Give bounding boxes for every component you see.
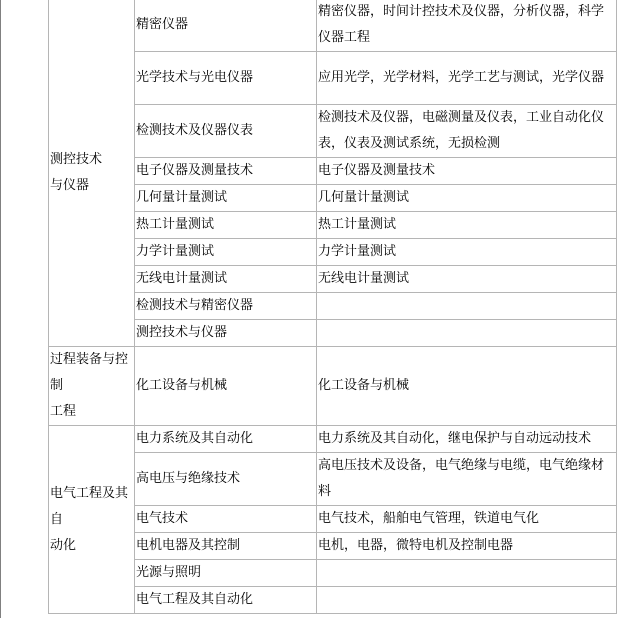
old-major-cell: 化工设备与机械 xyxy=(317,347,617,426)
table-row xyxy=(49,587,617,614)
category-line: 测控技术 xyxy=(50,151,103,167)
major-cell: 无线电计量测试 xyxy=(135,266,317,293)
major-cell: 光源与照明 xyxy=(135,560,317,587)
major-cell: 几何量计量测试 xyxy=(135,185,317,212)
major-mapping-table xyxy=(48,0,617,614)
category-cell xyxy=(49,347,135,426)
table-row xyxy=(49,158,617,185)
table-row xyxy=(49,185,617,212)
major-cell: 电子仪器及测量技术 xyxy=(135,158,317,185)
major-cell: 检测技术与精密仪器 xyxy=(135,293,317,320)
category-line: 与仪器 xyxy=(50,177,90,193)
old-major-cell: 力学计量测试 xyxy=(317,239,617,266)
table-row xyxy=(49,347,617,426)
table-row xyxy=(49,320,617,347)
major-cell: 高电压与绝缘技术 xyxy=(135,453,317,506)
major-cell: 测控技术与仪器 xyxy=(135,320,317,347)
major-cell: 化工设备与机械 xyxy=(135,347,317,426)
old-major-cell: 电气技术，船舶电气管理，铁道电气化 xyxy=(317,506,617,533)
old-major-cell: 应用光学，光学材料，光学工艺与测试，光学仪器 xyxy=(317,52,617,105)
table-row xyxy=(49,453,617,506)
old-major-cell: 精密仪器，时间计控技术及仪器，分析仪器，科学仪器工程 xyxy=(317,0,617,52)
category-line: 过程装备与控 xyxy=(50,352,129,367)
major-cell: 电力系统及其自动化 xyxy=(135,426,317,453)
old-major-cell xyxy=(317,560,617,587)
category-cell xyxy=(49,426,135,614)
old-major-cell: 电子仪器及测量技术 xyxy=(317,158,617,185)
table-row xyxy=(49,533,617,560)
table-row xyxy=(49,212,617,239)
category-line: 工程 xyxy=(50,404,77,419)
major-cell: 光学技术与光电仪器 xyxy=(135,52,317,105)
old-major-cell: 高电压技术及设备，电气绝缘与电缆，电气绝缘材料 xyxy=(317,453,617,506)
page-left-border xyxy=(0,0,1,618)
category-line: 制 xyxy=(50,378,64,393)
table-row xyxy=(49,560,617,587)
old-major-cell xyxy=(317,587,617,614)
old-major-cell: 热工计量测试 xyxy=(317,212,617,239)
table-row xyxy=(49,239,617,266)
table-row xyxy=(49,426,617,453)
major-cell: 力学计量测试 xyxy=(135,239,317,266)
category-line: 自 xyxy=(50,511,64,527)
category-line: 动化 xyxy=(50,537,77,553)
major-cell: 电气技术 xyxy=(135,506,317,533)
major-cell: 精密仪器 xyxy=(135,0,317,52)
major-cell: 检测技术及仪器仪表 xyxy=(135,105,317,158)
table-row xyxy=(49,293,617,320)
table-row xyxy=(49,105,617,158)
old-major-cell: 无线电计量测试 xyxy=(317,266,617,293)
table-row xyxy=(49,506,617,533)
major-cell: 电机电器及其控制 xyxy=(135,533,317,560)
old-major-cell xyxy=(317,293,617,320)
category-line: 电气工程及其 xyxy=(50,485,129,501)
table-row xyxy=(49,52,617,105)
table-row xyxy=(49,0,617,52)
old-major-cell xyxy=(317,320,617,347)
category-cell xyxy=(49,0,135,347)
major-cell: 电气工程及其自动化 xyxy=(135,587,317,614)
old-major-cell: 检测技术及仪器，电磁测量及仪表，工业自动化仪表，仪表及测试系统，无损检测 xyxy=(317,105,617,158)
old-major-cell: 几何量计量测试 xyxy=(317,185,617,212)
major-cell: 热工计量测试 xyxy=(135,212,317,239)
old-major-cell: 电机，电器，微特电机及控制电器 xyxy=(317,533,617,560)
table-row xyxy=(49,266,617,293)
old-major-cell: 电力系统及其自动化，继电保护与自动远动技术 xyxy=(317,426,617,453)
